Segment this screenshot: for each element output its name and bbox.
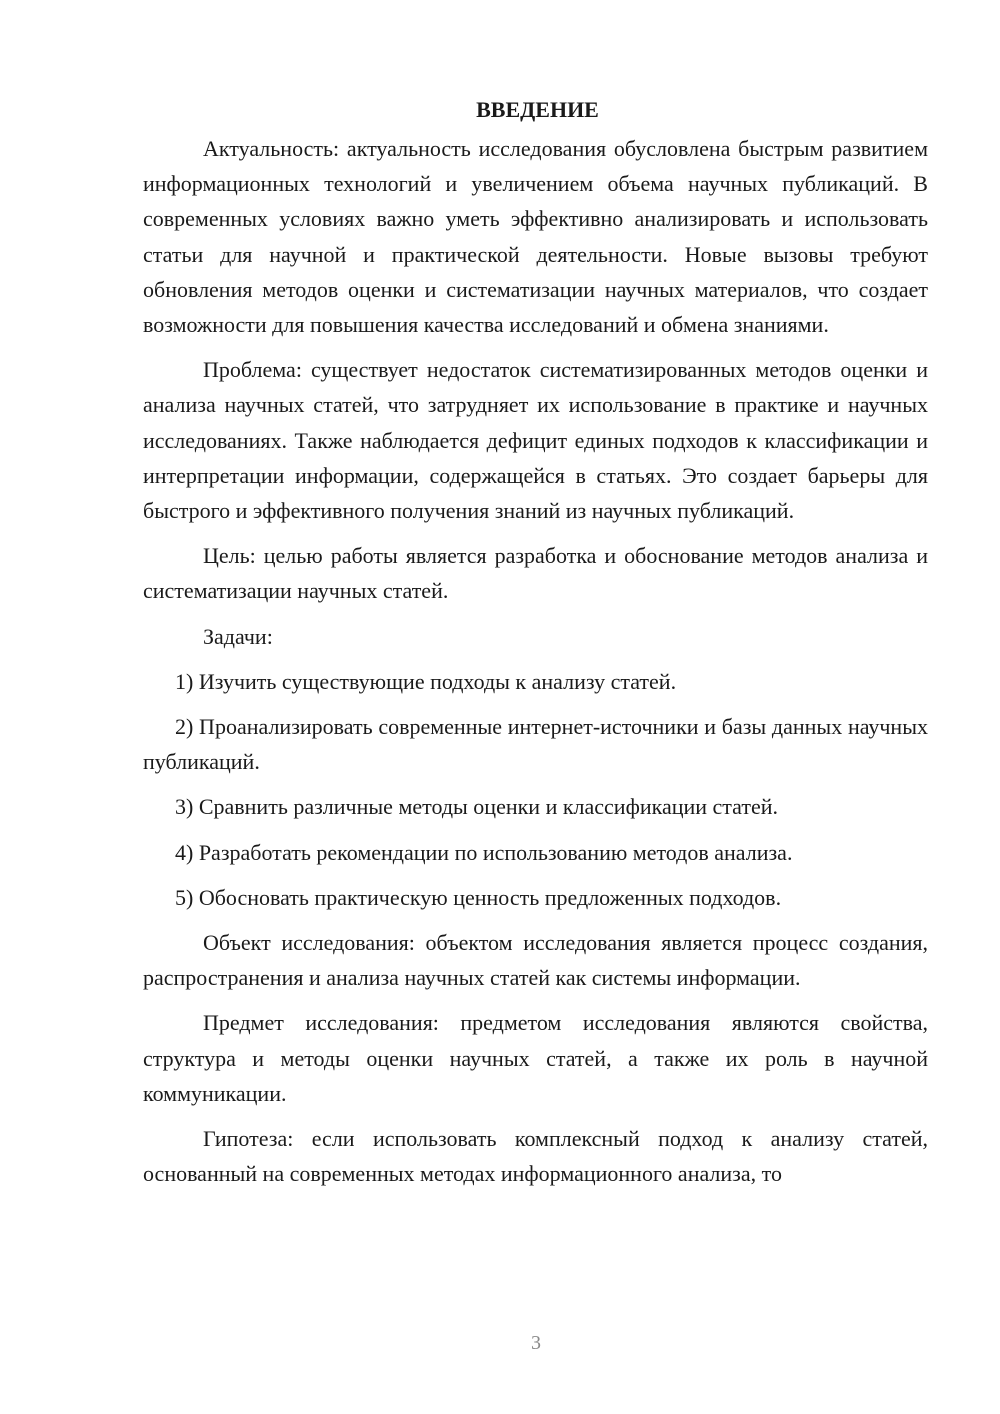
document-page (143, 92, 928, 1201)
section-heading: ВВЕДЕНИЕ (476, 97, 599, 122)
paragraph-relevance: Актуальность: актуальность исследования обусловлена быстрым развитием информационных технологий и увеличением объема научных публикаций. В современных условиях важно уметь эффективно анализировать и использовать статьи для научной и практической деятельности. Новые вызовы требуют обновления методов оценки и систематизации научных материалов, что создает возможности для повышения качества исследований и обмена знаниями. (143, 136, 928, 338)
task-item-2: 2) Проанализировать современные интернет-источники и базы данных научных публикаций. (143, 714, 928, 775)
paragraph-hypothesis: Гипотеза: если использовать комплексный подход к анализу статей, основанный на современных методах информационного анализа, то (143, 1126, 928, 1187)
task-item-4: 4) Разработать рекомендации по использованию методов анализа. (175, 839, 793, 865)
paragraph-subject: Предмет исследования: предметом исследования являются свойства, структура и методы оценки научных статей, а также их роль в научной коммуникации. (143, 1010, 928, 1106)
paragraph-object: Объект исследования: объектом исследования является процесс создания, распространения и анализа научных статей как системы информации. (143, 930, 928, 991)
task-item-1: 1) Изучить существующие подходы к анализу статей. (175, 668, 677, 694)
page-number: 3 (531, 1332, 541, 1354)
task-item-5: 5) Обосновать практическую ценность предложенных подходов. (175, 884, 782, 910)
paragraph-goal: Цель: целью работы является разработка и обоснование методов анализа и систематизации научных статей. (143, 543, 928, 604)
task-item-3: 3) Сравнить различные методы оценки и классификации статей. (175, 794, 779, 820)
paragraph-problem: Проблема: существует недостаток систематизированных методов оценки и анализа научных статей, что затрудняет их использование в практике и научных исследованиях. Также наблюдается дефицит единых подходов к классификации и интерпретации информации, содержащейся в статьях. Это создает барьеры для быстрого и эффективного получения знаний из научных публикаций. (143, 357, 928, 524)
paragraph-tasks-label: Задачи: (203, 623, 273, 649)
